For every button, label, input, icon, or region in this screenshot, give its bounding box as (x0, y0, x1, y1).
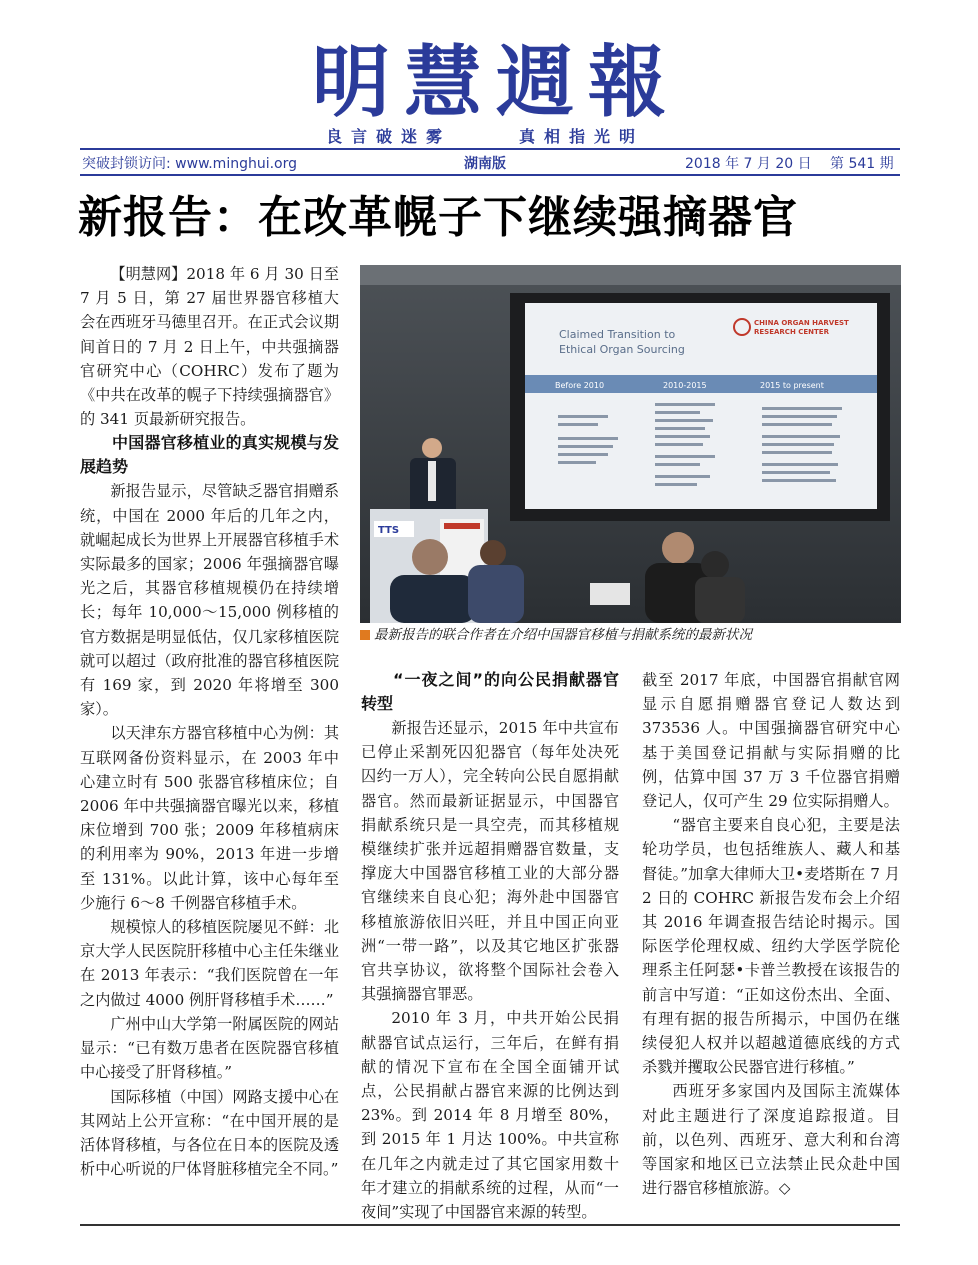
masthead (0, 38, 978, 128)
photo-illustration (360, 265, 901, 623)
slide-title: Claimed Transition to (559, 328, 676, 341)
edition-label: 湖南版 (464, 156, 506, 172)
article-paragraph: 西班牙多家国内及国际主流媒体对此主题进行了深度追踪报道。目前，以色列、西班牙、意大利和台湾等国家和地区已立法禁止民众赴中国进行器官移植旅游。◇ (642, 1082, 900, 1198)
podium-logo: TTS (378, 525, 400, 536)
issue-number: 第 541 期 (830, 156, 894, 172)
slogan-right: 真相指光明 (519, 127, 645, 146)
article-column-2 (361, 668, 619, 1224)
access-url[interactable]: 突破封锁访问: www.minghui.org (82, 156, 298, 172)
section-heading: 中国器官移植业的真实规模与发展趋势 (80, 433, 339, 477)
svg-text:Ethical Organ Sourcing: Ethical Organ Sourcing (559, 343, 685, 356)
svg-text:RESEARCH CENTER: RESEARCH CENTER (754, 328, 829, 336)
article-paragraph: 国际移植（中国）网路支援中心在其网站上公开宣称：“在中国开展的是活体肾移植，与各位在日本的医院及透析中心听说的尸体肾脏移植完全不同。” (80, 1087, 339, 1179)
section-heading: “一夜之间”的向公民捐献器官转型 (361, 670, 619, 713)
bottom-rule (80, 1224, 900, 1226)
slogan-left: 良言破迷雾 (326, 127, 452, 146)
article-paragraph: 规模惊人的移植医院屡见不鲜：北京大学人民医院肝移植中心主任朱继业在 2013 年表示：“我们医院曾在一年之内做过 4000 例肝肾移植手术……” (80, 918, 339, 1009)
article-paragraph: 【明慧网】2018 年 6 月 30 日至 7 月 5 日，第 27 届世界器官移植大会在西班牙马德里召开。在正式会议期间首日的 7 月 2 日上午，中共强摘器官研究中心（COHRC）发布了题为《中共在改革的幌子下持续强摘器官》的 341 页最新研究报告。 (80, 265, 339, 429)
article-paragraph: 新报告还显示，2015 年中共宣布已停止采割死囚犯器官（每年处决死囚约一万人），完全转向公民自愿捐献器官。然而最新证据显示，中国器官捐献系统只是一具空壳，而其移植规模继续扩张并远超捐赠器官数量，支撑庞大中国器官移植工业的大部分器官继续来自良心犯；海外赴中国器官移植旅游依旧兴旺，并且中国正向亚洲“一带一路”，以及其它地区扩张器官共享协议，欲将整个国际社会卷入其强摘器官罪恶。 (361, 719, 619, 1004)
headline: 新报告：在改革幌子下继续强摘器官 (78, 192, 798, 243)
article-paragraph: “器官主要来自良心犯，主要是法轮功学员，也包括维族人、藏人和基督徒。”加拿大律师大卫•麦塔斯在 7 月 2 日的 COHRC 新报告发布会上介绍其 2016 年调查报告结论时揭示。国际医学伦理权威、纽约大学医学院伦理系主任阿瑟•卡普兰教授在该报告的前言中写道：“正如这份杰出、全面、有理有据的报告所揭示，中国仍在继续侵犯人权并以超越道德底线的方式杀戮并攫取公民器官进行移植。” (642, 816, 900, 1077)
article-paragraph: 广州中山大学第一附属医院的网站显示：“已有数万患者在医院器官移植中心接受了肝肾移植。” (80, 1014, 339, 1082)
svg-text:2015 to present: 2015 to present (760, 381, 824, 390)
caption-text: 最新报告的联合作者在介绍中国器官移植与捐献系统的最新状况 (374, 627, 752, 643)
svg-text:CHINA ORGAN HARVEST: CHINA ORGAN HARVEST (754, 319, 849, 327)
photo-caption (360, 625, 901, 645)
caption-marker-icon (360, 630, 370, 640)
info-bar (80, 148, 900, 176)
article-paragraph: 新报告显示，尽管缺乏器官捐赠系统，中国在 2000 年后的几年之内，就崛起成长为世界上开展器官移植手术实际最多的国家；2006 年强摘器官曝光之后，其器官移植规模仍在持续增长；每年 10,000～15,000 例移植的官方数据是明显低估，仅几家移植医院就可以超过（政府批准的器官移植医院有 169 家，到 2020 年将增至 300 家）。 (80, 482, 339, 719)
masthead-title: 明慧週報 (311, 38, 680, 128)
svg-text:Before 2010: Before 2010 (555, 381, 605, 390)
article-photo (360, 265, 901, 623)
article-paragraph: 截至 2017 年底，中国器官捐献官网显示自愿捐赠器官登记人数达到 373536 人。中国强摘器官研究中心基于美国登记捐献与实际捐赠的比例，估算中国 37 万 3 千位器官捐赠登记人，仅可产生 29 位实际捐赠人。 (642, 671, 900, 811)
svg-text:2010-2015: 2010-2015 (663, 381, 707, 390)
article-column-3 (642, 668, 900, 1200)
article-paragraph: 2010 年 3 月，中共开始公民捐献器官试点运行，三年后，在鲜有捐献的情况下宣布在全国全面铺开试点，公民捐献占器官来源的比例达到 23%。到 2014 年 8 月增至 80%，到 2015 年 1 月达 100%。中共宣称在几年之内就走过了其它国家用数十年才建立的捐献系统的过程，从而“一夜间”实现了中国器官来源的转型。 (361, 1009, 619, 1222)
article-paragraph: 以天津东方器官移植中心为例：其互联网备份资料显示，在 2003 年中心建立时有 500 张器官移植床位；自 2006 年中共强摘器官曝光以来，移植床位增到 700 张；2009 年移植病床的利用率为 90%，2013 年进一步增至 131%。以此计算，该中心每年至少施行 6～8 千例器官移植手术。 (80, 724, 339, 912)
issue-date: 2018 年 7 月 20 日 (685, 156, 812, 172)
article-column-1 (80, 262, 339, 1181)
